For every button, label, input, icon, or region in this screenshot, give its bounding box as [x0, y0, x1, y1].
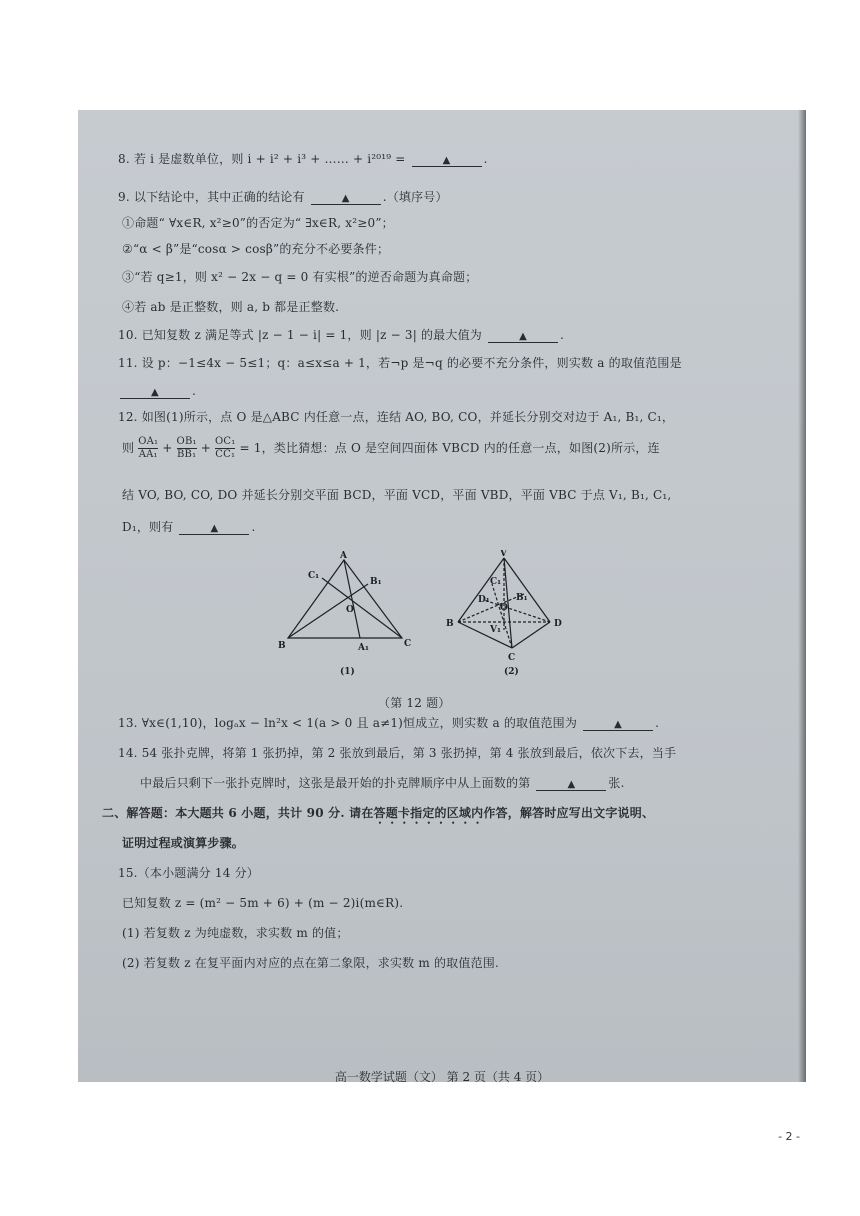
q9-item-1: ①命题“ ∀x∈R, x²≥0”的否定为“ ∃x∈R, x²≥0”；	[122, 216, 394, 230]
q14-end: 张.	[608, 776, 625, 790]
fig2-label-c: C	[508, 653, 516, 663]
fig1-label-c1: C₁	[308, 571, 320, 581]
frac2-denominator: BB₁	[176, 449, 197, 460]
q13-end: .	[655, 716, 660, 730]
frac1-denominator: AA₁	[138, 449, 158, 460]
q13-text: 13. ∀x∈(1,10)，logₐx − ln²x < 1(a > 0 且 a≠1)恒成立，则实数 a 的取值范围为	[118, 716, 578, 730]
q8-text: 8. 若 i 是虚数单位，则 i + i² + i³ + …… + i²⁰¹⁹ =	[118, 152, 406, 166]
q10-answer-blank: ▲	[488, 331, 558, 343]
fraction-oc1	[215, 436, 235, 461]
q9-item-2: ②“α < β”是“cosα > cosβ”的充分不必要条件；	[122, 242, 390, 256]
question-15-title: 15.（本小题满分 14 分）	[118, 866, 259, 880]
q10-end: .	[560, 328, 565, 342]
section2-emphasis: 答题卡指定的区域内	[373, 806, 484, 820]
fraction-oa1	[138, 436, 158, 461]
section-2-heading	[102, 804, 654, 827]
section-2-heading-line2: 证明过程或演算步骤。	[122, 836, 245, 850]
q9-end: .（填序号）	[382, 190, 448, 204]
fig2-label-b: B	[446, 619, 454, 629]
question-15-sub2: (2) 若复数 z 在复平面内对应的点在第二象限，求实数 m 的取值范围.	[122, 956, 499, 970]
fraction-ob1	[177, 436, 197, 461]
frac3-denominator: CC₁	[215, 449, 236, 460]
question-13	[118, 714, 659, 731]
frac1-numerator: OA₁	[138, 436, 159, 447]
question-15-stem: 已知复数 z = (m² − 5m + 6) + (m − 2)i(m∈R).	[122, 896, 404, 910]
fig2-caption: (2)	[504, 667, 519, 677]
q12-then: 则	[122, 441, 135, 455]
photo-edge-shadow	[798, 110, 806, 1082]
question-12-line3: 结 VO, BO, CO, DO 并延长分别交平面 BCD，平面 VCD，平面 VBD，平面 VBC 于点 V₁, B₁, C₁,	[122, 488, 672, 502]
q11-end: .	[192, 384, 197, 398]
q13-answer-blank: ▲	[583, 719, 653, 731]
q12-answer-blank: ▲	[179, 523, 249, 535]
question-11: 11. 设 p：−1≤4x − 5≤1；q：a≤x≤a + 1，若¬p 是¬q 的必要不充分条件，则实数 a 的取值范围是	[118, 356, 682, 370]
q9-answer-blank: ▲	[311, 193, 381, 205]
q9-item-4: ④若 ab 是正整数，则 a, b 都是正整数.	[122, 300, 340, 314]
q12-line4-text: D₁，则有	[122, 520, 174, 534]
segment-dd1	[484, 600, 550, 622]
question-15-sub1: (1) 若复数 z 为纯虚数，求实数 m 的值；	[122, 926, 349, 940]
q8-end: .	[483, 152, 488, 166]
fig1-label-o: O	[346, 605, 354, 615]
figure-12-svg	[278, 550, 578, 690]
q9-text: 9. 以下结论中，其中正确的结论有	[118, 190, 305, 204]
q12-end: .	[251, 520, 256, 534]
frac3-numerator: OC₁	[215, 436, 236, 447]
q12-line2-rest: = 1，类比猜想：点 O 是空间四面体 VBCD 内的任意一点，如图(2)所示，连	[239, 441, 660, 455]
edge-cd	[512, 622, 550, 648]
segment-bb1	[288, 584, 368, 638]
fig2-label-v1: V₁	[490, 625, 501, 635]
question-9	[118, 188, 448, 205]
edge-vd	[504, 558, 550, 622]
section2-part2: 作答，解答时应写出文字说明、	[483, 806, 655, 820]
figure-12-title: （第 12 题）	[378, 696, 451, 710]
question-10	[118, 326, 564, 343]
figure-12	[278, 550, 578, 690]
q14-line2-text: 中最后只剩下一张扑克牌时，这张是最开始的扑克牌顺序中从上面数的第	[140, 776, 531, 790]
question-11-answer	[118, 384, 196, 399]
page-footer: 高一数学试题（文） 第 2 页（共 4 页）	[334, 1070, 550, 1082]
question-12-line2: 则 $\frac{\text{OA₁}}{\text{AA₁}}$ + $\frac{\text{OB₁}}{\text{BB₁}}$ + $\frac{\text{OC₁}}{\text{CC₁}}$ = 1，类比猜想：点 O 是空间四面体 VBCD 内的任意一点，如图(2)所示，连	[122, 436, 660, 460]
q8-answer-blank: ▲	[412, 155, 482, 167]
question-12-line4	[122, 518, 255, 535]
fig1-label-a: A	[340, 551, 347, 561]
question-14-line1: 14. 54 张扑克牌，将第 1 张扔掉，第 2 张放到最后，第 3 张扔掉，第 4 张放到最后，依次下去，当手	[118, 746, 677, 760]
question-12-line1: 12. 如图(1)所示，点 O 是△ABC 内任意一点，连结 AO, BO, CO，并延长分别交对边于 A₁, B₁, C₁，	[118, 410, 675, 424]
frac2-numerator: OB₁	[176, 436, 197, 447]
fig2-label-d: D	[554, 619, 562, 629]
page-number: - 2 -	[778, 1130, 800, 1143]
fig1-caption: (1)	[340, 667, 355, 677]
question-8	[118, 150, 488, 167]
q9-item-3: ③“若 q≥1，则 x² − 2x − q = 0 有实根”的逆否命题为真命题；	[122, 270, 478, 284]
fig2-label-o: O	[500, 603, 508, 613]
segment-cc1	[322, 578, 402, 638]
fig1-label-a1: A₁	[358, 643, 369, 653]
q10-text: 10. 已知复数 z 满足等式 |z − 1 − i| = 1，则 |z − 3| 的最大值为	[118, 328, 482, 342]
fig2-label-c1: C₁	[490, 577, 502, 587]
edge-vb	[458, 558, 504, 622]
exam-photo	[78, 110, 806, 1082]
q14-answer-blank: ▲	[536, 779, 606, 791]
fig2-label-d1: D₁	[478, 595, 490, 605]
figure-1-triangle	[288, 560, 402, 638]
question-14-line2	[140, 774, 625, 791]
fig1-label-c: C	[404, 639, 412, 649]
fig1-label-b1: B₁	[370, 577, 382, 587]
q11-answer-blank: ▲	[120, 387, 190, 399]
fig2-label-b1: B₁	[516, 593, 528, 603]
section2-part1: 二、解答题：本大题共 6 小题，共计 90 分. 请在	[102, 806, 374, 820]
fig1-label-b: B	[278, 641, 286, 651]
fig2-label-v: V	[500, 550, 507, 559]
